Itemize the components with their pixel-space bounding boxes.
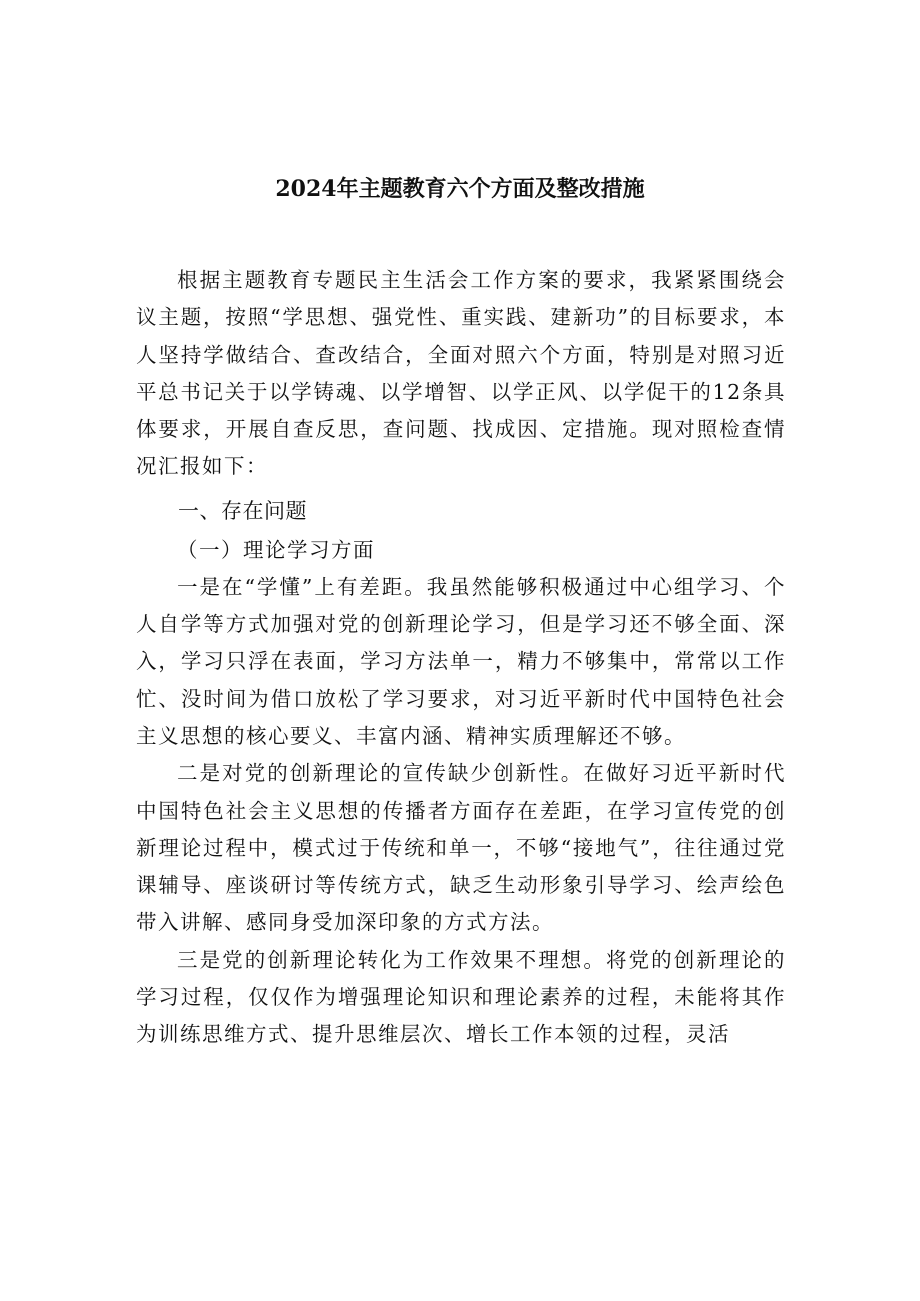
paragraph-item-1: 一是在“学懂”上有差距。我虽然能够积极通过中心组学习、个人自学等方式加强对党的创新理论学习，但是学习还不够全面、深入，学习只浮在表面，学习方法单一，精力不够集中，常常以工作忙、没时间为借口放松了学习要求，对习近平新时代中国特色社会主义思想的核心要义、丰富内涵、精神实质理解还不够。 [136, 574, 786, 748]
subsection-heading-theory-study: （一）理论学习方面 [177, 537, 375, 562]
section-heading-problems: 一、存在问题 [178, 498, 307, 523]
document-title: 2024年主题教育六个方面及整改措施 [275, 176, 645, 202]
intro-paragraph: 根据主题教育专题民主生活会工作方案的要求，我紧紧围绕会议主题，按照“学思想、强党性、重实践、建新功”的目标要求，本人坚持学做结合、查改结合，全面对照六个方面，特别是对照习近平总书记关于以学铸魂、以学增智、以学正风、以学促干的12条具体要求，开展自查反思，查问题、找成因、定措施。现对照检查情况汇报如下： [136, 268, 786, 479]
paragraph-item-2: 二是对党的创新理论的宣传缺少创新性。在做好习近平新时代中国特色社会主义思想的传播者方面存在差距，在学习宣传党的创新理论过程中，模式过于传统和单一，不够“接地气”，往往通过党课辅导、座谈研讨等传统方式，缺乏生动形象引导学习、绘声绘色带入讲解、感同身受加深印象的方式方法。 [136, 761, 786, 935]
paragraph-item-3: 三是党的创新理论转化为工作效果不理想。将党的创新理论的学习过程，仅仅作为增强理论知识和理论素养的过程，未能将其作为训练思维方式、提升思维层次、增长工作本领的过程，灵活 [136, 947, 786, 1047]
document-body [136, 262, 786, 1054]
